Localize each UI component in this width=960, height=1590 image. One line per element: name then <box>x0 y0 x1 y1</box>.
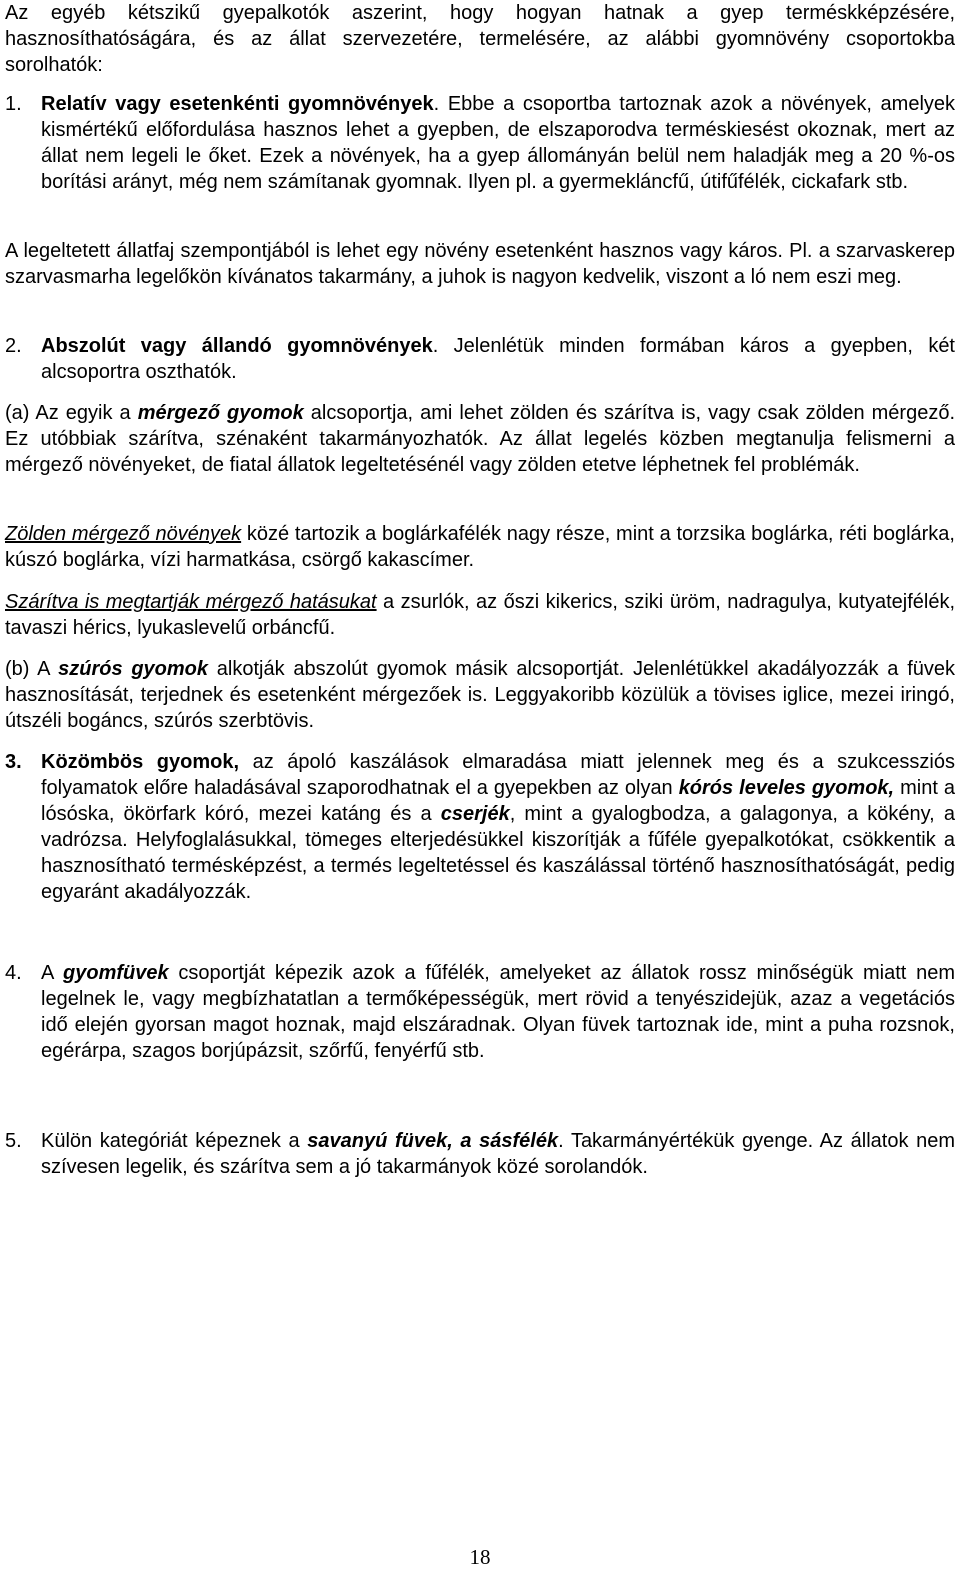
paragraph-text: A legeltetett állatfaj szempontjából is lehet egy növény esetenként hasznos vagy káros. Pl. a szarvaskerep szarvasmarha legelőkön kívánatos takarmány, a juhok is nagyon kedvelik, viszont a ló nem eszi meg. <box>5 240 955 288</box>
item-prefix: Külön kategóriát képeznek a <box>41 1130 308 1152</box>
list-item-2 <box>5 333 955 385</box>
paragraph-text: közé tartozik a boglárkafélék nagy része, mint a torzsika boglárka, réti boglárka, kúszó boglárka, vízi harmatkása, csörgő kakascímer. <box>5 523 955 571</box>
list-number: 2. <box>5 335 22 357</box>
item-title: Relatív vagy esetenkénti gyomnövények <box>41 93 434 115</box>
underlined-term: Zölden mérgező növények <box>5 523 242 545</box>
intro-text: Az egyéb kétszikű gyepalkotók aszerint, hogy hogyan hatnak a gyep terméskképzésére, hasznosíthatóságára, és az állat szervezetére, termelésére, az alábbi gyomnövény csoportokba sorolhatók: <box>5 2 955 76</box>
subgroup-a-paragraph <box>5 400 955 478</box>
legeltetett-paragraph <box>5 238 955 290</box>
subgroup-b-paragraph <box>5 656 955 734</box>
item-text: csoportját képezik azok a fűfélék, amelyeket az állatok rossz minőségük miatt nem legelnek le, vagy megbízhatatlan a termőképességük, mert rövid a tenyészidejük, azaz a vegetációs idő elején gyorsan magot hoznak, majd elszáradnak. Olyan füvek tartoznak ide, mint a puha rozsnok, egérárpa, szagos borjúpázsit, szőrfű, fenyérfű stb. <box>41 962 956 1062</box>
list-number: 1. <box>5 93 22 115</box>
list-item-5 <box>5 1128 955 1180</box>
highlight-term: gyomfüvek <box>63 962 169 984</box>
highlight-term: szúrós gyomok <box>58 658 209 680</box>
item-text: . Ebbe a csoportba tartoznak azok a növények, amelyek kismértékű előfordulása hasznos lehet a gyepben, de elszaporodva terméskiesést okoznak, mert az állat nem legeli le őket. Ezek a növények, ha a gyep állományán belül nem haladják meg a 20 %-os borítási arányt, még nem számítanak gyomnak. Ilyen pl. a gyermekláncfű, útifűfélék, cickafark stb. <box>41 93 956 193</box>
intro-paragraph <box>5 0 955 78</box>
item-text: mint a lósóska, ökörfark kóró, mezei katáng és a <box>41 777 956 825</box>
dried-poisonous-paragraph <box>5 589 955 641</box>
item-text: . Takarmányértékük gyenge. Az állatok nem szívesen legelik, és szárítva sem a jó takarmányok közé sorolandók. <box>41 1130 955 1178</box>
paragraph-prefix: (a) Az egyik a <box>5 402 138 424</box>
paragraph-text: alkotják abszolút gyomok másik alcsoportját. Jelenlétükkel akadályozzák a füvek hasznosítását, terjednek és esetenként mérgezőek is. Leggyakoribb közülük a tövises iglice, mezei iringó, útszéli bogáncs, szúrós szerbtövis. <box>5 658 955 732</box>
item-title: Abszolút vagy állandó gyomnövények <box>41 335 433 357</box>
item-text: az ápoló kaszálások elmaradása miatt jelennek meg és a szukcessziós folyamatok előre haladásával szaporodhatnak el a gyepekben az olyan <box>41 751 955 799</box>
item-text: , mint a gyalogbodza, a galagonya, a kökény, a vadrózsa. Helyfoglalásukkal, tömeges elterjedésükkel kiszorítják a fűféle gyepalkotókat, csökkentik a hasznosítható termésképzést, a termés legeltetéssel és kaszálással történő hasznosíthatóságát, pedig egyaránt akadályozzák. <box>41 803 955 903</box>
list-number: 5. <box>5 1130 22 1152</box>
highlight-term: cserjék <box>440 803 510 825</box>
underlined-term: Szárítva is megtartják mérgező hatásukat <box>5 591 377 613</box>
highlight-term: kórós leveles gyomok, <box>678 777 895 799</box>
item-text: . Jelenlétük minden formában káros a gyepben, két alcsoportra oszthatók. <box>41 335 955 383</box>
paragraph-text: a zsurlók, az őszi kikerics, sziki üröm, nadragulya, kutyatejfélék, tavaszi hérics, lyukaslevelű orbáncfű. <box>5 591 955 639</box>
list-number: 4. <box>5 962 22 984</box>
item-prefix: A <box>41 962 64 984</box>
item-title: Közömbös gyomok, <box>41 751 240 773</box>
list-item-3 <box>5 749 955 905</box>
green-poisonous-paragraph <box>5 521 955 573</box>
highlight-term: savanyú füvek, a sásfélék <box>307 1130 559 1152</box>
highlight-term: mérgező gyomok <box>137 402 304 424</box>
list-item-1 <box>5 91 955 195</box>
page-number: 18 <box>469 1545 491 1569</box>
paragraph-prefix: (b) A <box>5 658 59 680</box>
paragraph-text: alcsoportja, ami lehet zölden és szárítva is, vagy csak zölden mérgező. Ez utóbbiak szárítva, szénaként takarmányozhatók. Az állat legelés közben megtanulja felismerni a mérgező növényeket, de fiatal állatok legeltetésénél vagy zölden etetve léphetnek fel problémák. <box>5 402 956 476</box>
list-number: 3. <box>5 751 22 773</box>
list-item-4 <box>5 960 955 1064</box>
